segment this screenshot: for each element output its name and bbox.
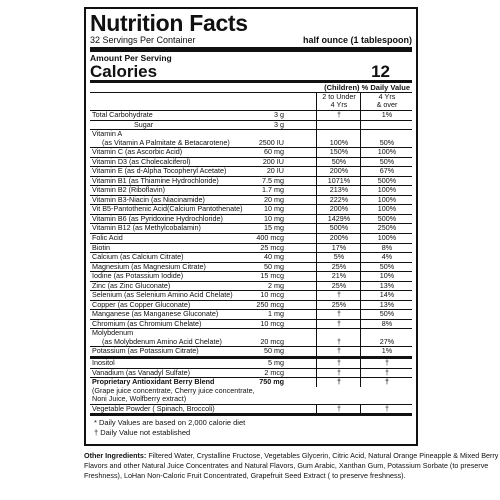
daily-value-4-and-over: 50% bbox=[360, 310, 413, 319]
nutrient-name: Vanadium (as Vanadyl Sulfate) bbox=[92, 367, 191, 377]
nutrient-amount: 20 mg bbox=[264, 194, 284, 204]
col2-header: 4 Yrs & over bbox=[360, 93, 413, 110]
nutrient-name: Vitamin B12 (as Methylcobalamin) bbox=[92, 223, 201, 233]
nutrient-name: Vegetable Powder ( Spinach, Broccoli) bbox=[92, 403, 215, 413]
nutrient-row bbox=[90, 243, 412, 253]
thick-divider bbox=[90, 47, 412, 52]
nutrient-name: (Grape juice concentrate, Cherry juice concentrate, bbox=[92, 385, 255, 395]
nutrient-name: Molybdenum bbox=[92, 328, 134, 338]
ingredients-text: Filtered Water, Crystalline Fructose, Vegetables Glycerin, Citric Acid, Natural Orange Pineapple & Mixed Berry Flavors and other Natural Juice Concentrates and Natural Flavors, Gum Arabic, Xanthan Gum, Potassium Sorbate (to preserve Freshness), LoHan Non-Caloric Fruit Concentrated, Grapefruit Seed Extract ( to preserve freshness). bbox=[84, 451, 499, 480]
nutrient-row bbox=[90, 271, 412, 281]
nutrient-row bbox=[90, 185, 412, 195]
nutrient-amount: 50 mg bbox=[264, 346, 284, 356]
daily-value-4-and-over bbox=[360, 121, 413, 130]
nutrient-name: Magnesium (as Magnesium Citrate) bbox=[92, 261, 206, 271]
nutrient-name: Noni Juice, Wolfberry extract) bbox=[92, 394, 187, 404]
nutrient-amount: 25 mcg bbox=[260, 242, 284, 252]
daily-value-under-4: 50% bbox=[316, 158, 361, 167]
nutrient-name: Inositol bbox=[92, 358, 115, 368]
daily-value-4-and-over: 100% bbox=[360, 196, 413, 205]
nutrient-row bbox=[90, 147, 412, 157]
daily-value-header: (Children) % Daily Value bbox=[324, 83, 410, 92]
daily-value-under-4: 200% bbox=[316, 205, 361, 214]
nutrient-name: Iodine (as Potassium Iodide) bbox=[92, 271, 184, 281]
daily-value-under-4: 213% bbox=[316, 186, 361, 195]
nutrient-row bbox=[90, 204, 412, 214]
daily-value-4-and-over: 100% bbox=[360, 186, 413, 195]
daily-value-4-and-over: 8% bbox=[360, 320, 413, 329]
daily-value-under-4: 150% bbox=[316, 148, 361, 157]
daily-value-4-and-over: 13% bbox=[360, 282, 413, 291]
daily-value-4-and-over: 14% bbox=[360, 291, 413, 300]
nutrient-row bbox=[90, 356, 412, 368]
nutrient-row bbox=[90, 262, 412, 272]
nutrient-name: Vitamin E (as d-Alpha Tocopheryl Acetate) bbox=[92, 166, 227, 176]
daily-value-under-4: 17% bbox=[316, 244, 361, 253]
nutrient-name: Chromium (as Chromium Chelate) bbox=[92, 318, 202, 328]
calories-label: Calories bbox=[90, 62, 158, 81]
nutrient-row bbox=[90, 300, 412, 310]
nutrient-row bbox=[90, 110, 412, 120]
daily-value-under-4: 100% bbox=[316, 130, 361, 147]
ingredients-label: Other Ingredients: bbox=[84, 451, 147, 460]
daily-value-4-and-over: 50% bbox=[360, 263, 413, 272]
nutrient-name: Folic Acid bbox=[92, 233, 123, 243]
nutrient-amount: 7.5 mg bbox=[262, 175, 284, 185]
nutrient-name: Calcium (as Calcium Citrate) bbox=[92, 252, 184, 262]
nutrient-name: Copper (as Copper Gluconate) bbox=[92, 299, 191, 309]
daily-value-4-and-over: 13% bbox=[360, 301, 413, 310]
nutrient-name: Vitamin A bbox=[92, 129, 123, 139]
nutrient-row bbox=[90, 129, 412, 147]
nutrient-amount: 2 mg bbox=[268, 280, 284, 290]
footnotes bbox=[90, 413, 412, 438]
nutrient-subname: (as Molybdenum Amino Acid Chelate) bbox=[102, 336, 222, 346]
nutrient-subname: (as Vitamin A Palmitate & Betacarotene) bbox=[102, 137, 230, 147]
nutrient-amount: 3 g bbox=[274, 119, 284, 129]
daily-value-under-4: 25% bbox=[316, 282, 361, 291]
nutrient-amount: 750 mg bbox=[259, 377, 284, 387]
daily-value-under-4: 25% bbox=[316, 263, 361, 272]
nutrient-name: Vitamin B3-Niacin (as Niacinamide) bbox=[92, 194, 205, 204]
nutrient-name: Zinc (as Zinc Gluconate) bbox=[92, 280, 171, 290]
nutrient-name: Potassium (as Potassium Citrate) bbox=[92, 346, 199, 356]
daily-value-under-4: 200% bbox=[316, 167, 361, 176]
nutrient-amount: 10 mcg bbox=[260, 318, 284, 328]
nutrient-name: Total Carbohydrate bbox=[92, 110, 153, 119]
nutrient-amount: 200 IU bbox=[262, 156, 284, 166]
nutrient-amount: 10 mg bbox=[264, 213, 284, 223]
nutrient-name: Manganese (as Manganese Gluconate) bbox=[92, 309, 219, 319]
daily-value-4-and-over: 250% bbox=[360, 224, 413, 233]
daily-value-under-4: † bbox=[316, 291, 361, 300]
nutrient-amount: 3 g bbox=[274, 110, 284, 119]
nutrient-name: Vitamin D3 (as Cholecalciferol) bbox=[92, 156, 191, 166]
panel-title: Nutrition Facts bbox=[90, 10, 248, 36]
nutrient-amount: 10 mcg bbox=[260, 290, 284, 300]
nutrient-row bbox=[90, 120, 412, 130]
servings-per-container: 32 Servings Per Container bbox=[90, 35, 196, 45]
daily-value-4-and-over: 10% bbox=[360, 272, 413, 281]
nutrient-row bbox=[90, 195, 412, 205]
daily-value-under-4: † bbox=[316, 310, 361, 319]
daily-value-under-4: 222% bbox=[316, 196, 361, 205]
calories-value: 12 bbox=[371, 62, 390, 81]
daily-value-under-4: † bbox=[316, 320, 361, 329]
column-header-row bbox=[90, 92, 412, 110]
daily-value-under-4 bbox=[316, 121, 361, 130]
nutrition-facts-panel bbox=[84, 7, 418, 446]
nutrient-name: Sugar bbox=[134, 119, 154, 129]
nutrient-amount: 1.7 mg bbox=[262, 185, 284, 195]
daily-value-4-and-over: 100% bbox=[360, 148, 413, 157]
daily-value-4-and-over: 8% bbox=[360, 244, 413, 253]
footnote-dagger: † Daily Value not established bbox=[94, 428, 191, 438]
nutrient-amount: 20 mcg bbox=[260, 336, 284, 346]
other-ingredients bbox=[84, 451, 500, 481]
nutrient-amount: 2 mcg bbox=[264, 367, 284, 377]
daily-value-4-and-over: 500% bbox=[360, 215, 413, 224]
nutrient-row bbox=[90, 319, 412, 329]
daily-value-under-4: † bbox=[316, 405, 361, 414]
nutrient-amount: 20 IU bbox=[266, 166, 284, 176]
daily-value-4-and-over: † bbox=[360, 378, 413, 387]
daily-value-under-4: 200% bbox=[316, 234, 361, 243]
nutrient-amount: 15 mg bbox=[264, 223, 284, 233]
daily-value-4-and-over: 500% bbox=[360, 177, 413, 186]
daily-value-under-4: † bbox=[316, 347, 361, 356]
nutrient-row bbox=[90, 290, 412, 300]
nutrient-amount: 50 mg bbox=[264, 261, 284, 271]
amount-per-serving: Amount Per Serving bbox=[90, 53, 172, 63]
nutrient-amount: 10 mg bbox=[264, 204, 284, 214]
nutrient-row bbox=[90, 176, 412, 186]
nutrient-row bbox=[90, 281, 412, 291]
nutrient-amount: 60 mg bbox=[264, 147, 284, 157]
daily-value-4-and-over: † bbox=[360, 359, 413, 368]
nutrient-row bbox=[90, 223, 412, 233]
daily-value-under-4: † bbox=[316, 369, 361, 378]
daily-value-4-and-over: 50% bbox=[360, 158, 413, 167]
daily-value-4-and-over: 1% bbox=[360, 347, 413, 356]
daily-value-4-and-over: 4% bbox=[360, 253, 413, 262]
daily-value-under-4: 500% bbox=[316, 224, 361, 233]
nutrient-name: Selenium (as Selenium Amino Acid Chelate) bbox=[92, 290, 233, 300]
nutrient-row bbox=[90, 252, 412, 262]
daily-value-4-and-over: † bbox=[360, 369, 413, 378]
nutrient-row bbox=[90, 328, 412, 346]
daily-value-4-and-over: 100% bbox=[360, 234, 413, 243]
nutrient-amount: 5 mg bbox=[268, 358, 284, 368]
nutrient-row bbox=[90, 214, 412, 224]
nutrient-amount: 40 mg bbox=[264, 252, 284, 262]
daily-value-under-4: 21% bbox=[316, 272, 361, 281]
nutrient-amount: 400 mcg bbox=[256, 233, 284, 243]
daily-value-under-4: 5% bbox=[316, 253, 361, 262]
footnote-daily-values: * Daily Values are based on 2,000 calorie diet bbox=[94, 418, 246, 428]
calories-row bbox=[90, 63, 412, 80]
daily-value-4-and-over: † bbox=[360, 405, 413, 414]
nutrient-amount: 15 mcg bbox=[260, 271, 284, 281]
nutrient-amount: 2500 IU bbox=[258, 137, 284, 147]
nutrient-name: Vitamin B6 (as Pyridoxine Hydrochloride) bbox=[92, 213, 223, 223]
serving-size: half ounce (1 tablespoon) bbox=[302, 35, 412, 45]
nutrient-row bbox=[90, 346, 412, 356]
nutrient-name: Vitamin C (as Ascorbic Acid) bbox=[92, 147, 183, 157]
daily-value-under-4: † bbox=[316, 329, 361, 346]
daily-value-under-4: † bbox=[316, 111, 361, 120]
daily-value-under-4: 1071% bbox=[316, 177, 361, 186]
nutrient-row bbox=[90, 404, 412, 414]
nutrient-row bbox=[90, 157, 412, 167]
nutrient-amount: 1 mg bbox=[268, 309, 284, 319]
nutrient-name: Vit B5-Pantothenic Acid(Calcium Pantothenate) bbox=[92, 204, 243, 214]
nutrient-row bbox=[90, 395, 412, 404]
daily-value-under-4: † bbox=[316, 378, 361, 387]
nutrient-row bbox=[90, 368, 412, 378]
col1-header: 2 to Under 4 Yrs bbox=[316, 93, 361, 110]
daily-value-4-and-over: 100% bbox=[360, 205, 413, 214]
nutrient-name: Biotin bbox=[92, 242, 110, 252]
daily-value-4-and-over: 1% bbox=[360, 111, 413, 120]
nutrient-name: Vitamin B2 (Riboflavin) bbox=[92, 185, 165, 195]
daily-value-under-4: 1429% bbox=[316, 215, 361, 224]
nutrient-name: Proprietary Antioxidant Berry Blend bbox=[92, 377, 215, 387]
daily-value-4-and-over: 50% bbox=[360, 130, 413, 147]
daily-value-under-4: 25% bbox=[316, 301, 361, 310]
daily-value-under-4: † bbox=[316, 359, 361, 368]
nutrient-row bbox=[90, 233, 412, 243]
serving-info bbox=[90, 35, 412, 45]
nutrient-amount: 250 mcg bbox=[256, 299, 284, 309]
daily-value-4-and-over: 67% bbox=[360, 167, 413, 176]
nutrient-row bbox=[90, 166, 412, 176]
daily-value-4-and-over: 27% bbox=[360, 329, 413, 346]
nutrient-row bbox=[90, 309, 412, 319]
nutrient-rows bbox=[90, 110, 412, 413]
nutrient-name: Vitamin B1 (as Thiamine Hydrochloride) bbox=[92, 175, 219, 185]
